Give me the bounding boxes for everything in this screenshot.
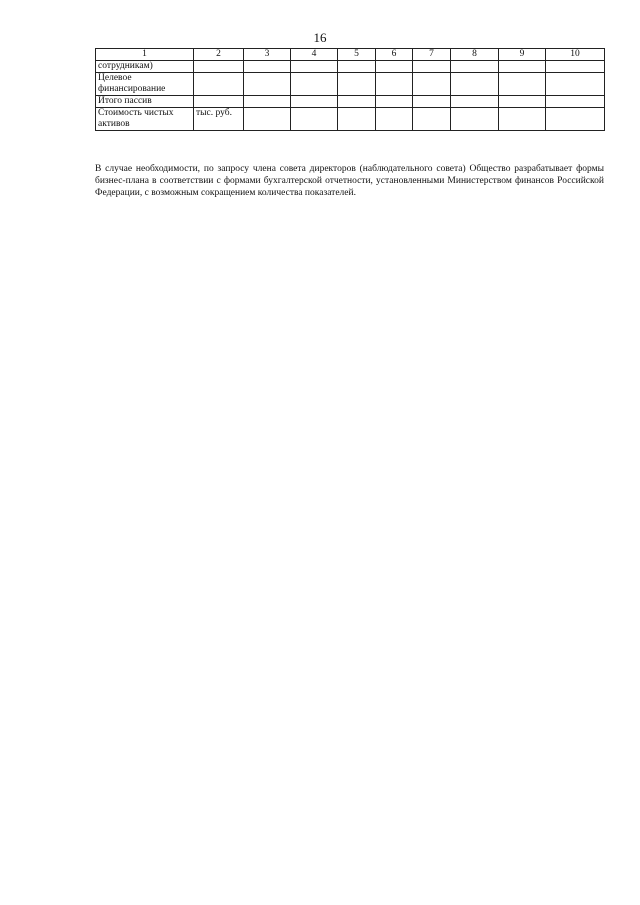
indicator-name: Целевое финансирование [96,73,194,96]
column-number: 9 [499,49,546,61]
column-number: 10 [546,49,605,61]
unit [194,73,244,96]
unit [194,96,244,108]
table-row [96,61,605,73]
page-number: 16 [313,30,327,45]
business-plan-note: В случае необходимости, по запросу члена совета директоров (наблюдательного совета) Общество разрабатывает формы бизнес-плана в соответствии с формами бухгалтерской отчетности, установленными Министерством финансов Российской Федерации, с возможным сокращением количества показателей. [95,163,604,198]
column-number: 6 [376,49,413,61]
indicator-name: Стоимость чистых активов [96,108,194,131]
column-number: 1 [96,49,194,61]
unit: тыс. руб. [194,108,244,131]
continuation-table [95,48,605,131]
column-number: 7 [413,49,451,61]
column-number: 4 [291,49,338,61]
table-row [96,96,605,108]
table-row [96,73,605,96]
blank-region [95,205,604,855]
column-number: 2 [194,49,244,61]
table-row [96,108,605,131]
column-number: 8 [451,49,499,61]
indicator-name: Итого пассив [96,96,194,108]
indicator-name: сотрудникам) [96,61,194,73]
unit [194,61,244,73]
column-number: 3 [244,49,291,61]
column-number: 5 [338,49,376,61]
